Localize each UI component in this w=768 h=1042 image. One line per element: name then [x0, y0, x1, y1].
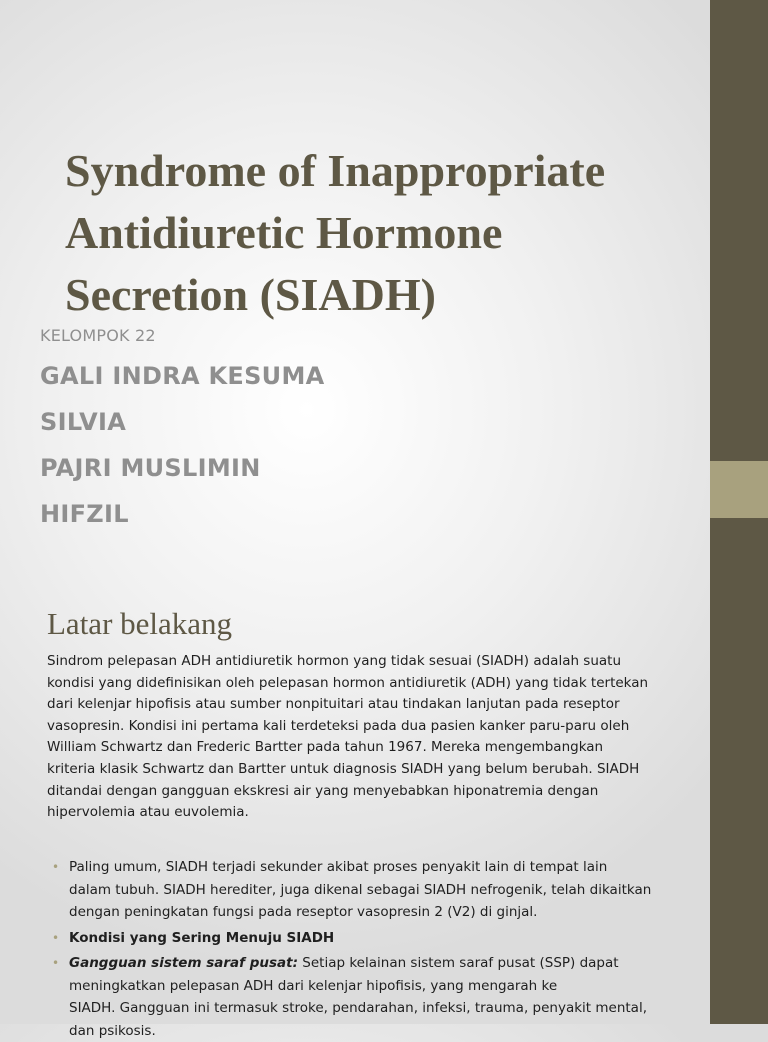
bullet-lead: Gangguan sistem saraf pusat:	[69, 955, 298, 971]
group-label: KELOMPOK 22	[40, 326, 156, 345]
title-line: Secretion (SIADH)	[65, 264, 705, 326]
paragraph-line: kondisi yang didefinisikan oleh pelepasan hormon antidiuretik (ADH) yang tidak tertekan	[47, 673, 707, 695]
paragraph-line: vasopresin. Kondisi ini pertama kali terdeteksi pada dua pasien kanker paru-paru oleh	[47, 716, 707, 738]
title-line: Antidiuretic Hormone	[65, 202, 705, 264]
background-paragraph	[47, 651, 707, 824]
bullet-line: dan psikosis.	[69, 1020, 712, 1042]
bullet-list	[52, 856, 712, 1042]
bullet-item	[52, 856, 712, 924]
member-name: HIFZIL	[40, 500, 129, 528]
bullet-dot-icon: •	[52, 856, 59, 879]
member-name: SILVIA	[40, 408, 126, 436]
bullet-line: dalam tubuh. SIADH herediter, juga dikenal sebagai SIADH nefrogenik, telah dikaitkan	[69, 879, 712, 902]
member-name: GALI INDRA KESUMA	[40, 362, 325, 390]
bullet-item	[52, 952, 712, 1042]
title-line: Syndrome of Inappropriate	[65, 140, 705, 202]
bullet-line	[69, 952, 712, 975]
bullet-line: Paling umum, SIADH terjadi sekunder akibat proses penyakit lain di tempat lain	[69, 856, 712, 879]
bullet-line: dengan peningkatan fungsi pada reseptor vasopresin 2 (V2) di ginjal.	[69, 901, 712, 924]
paragraph-line: kriteria klasik Schwartz dan Bartter untuk diagnosis SIADH yang belum berubah. SIADH	[47, 759, 707, 781]
bullet-line: meningkatkan pelepasan ADH dari kelenjar hipofisis, yang mengarah ke	[69, 975, 712, 998]
bullet-dot-icon: •	[52, 927, 59, 950]
paragraph-line: hipervolemia atau euvolemia.	[47, 802, 707, 824]
paragraph-line: Sindrom pelepasan ADH antidiuretik hormon yang tidak sesuai (SIADH) adalah suatu	[47, 651, 707, 673]
section-title: Latar belakang	[47, 606, 232, 642]
bullet-item	[52, 927, 712, 950]
paragraph-line: William Schwartz dan Frederic Bartter pada tahun 1967. Mereka mengembangkan	[47, 737, 707, 759]
member-name: PAJRI MUSLIMIN	[40, 454, 261, 482]
side-decoration-accent	[710, 461, 768, 518]
slide-title	[65, 140, 705, 326]
paragraph-line: ditandai dengan gangguan ekskresi air yang menyebabkan hiponatremia dengan	[47, 781, 707, 803]
paragraph-line: dari kelenjar hipofisis atau sumber nonpituitari atau tindakan lanjutan pada reseptor	[47, 694, 707, 716]
bullet-heading: Kondisi yang Sering Menuju SIADH	[69, 927, 712, 950]
bullet-dot-icon: •	[52, 952, 59, 975]
bullet-text: Setiap kelainan sistem saraf pusat (SSP) dapat	[298, 955, 619, 971]
bullet-line: SIADH. Gangguan ini termasuk stroke, pendarahan, infeksi, trauma, penyakit mental,	[69, 997, 712, 1020]
